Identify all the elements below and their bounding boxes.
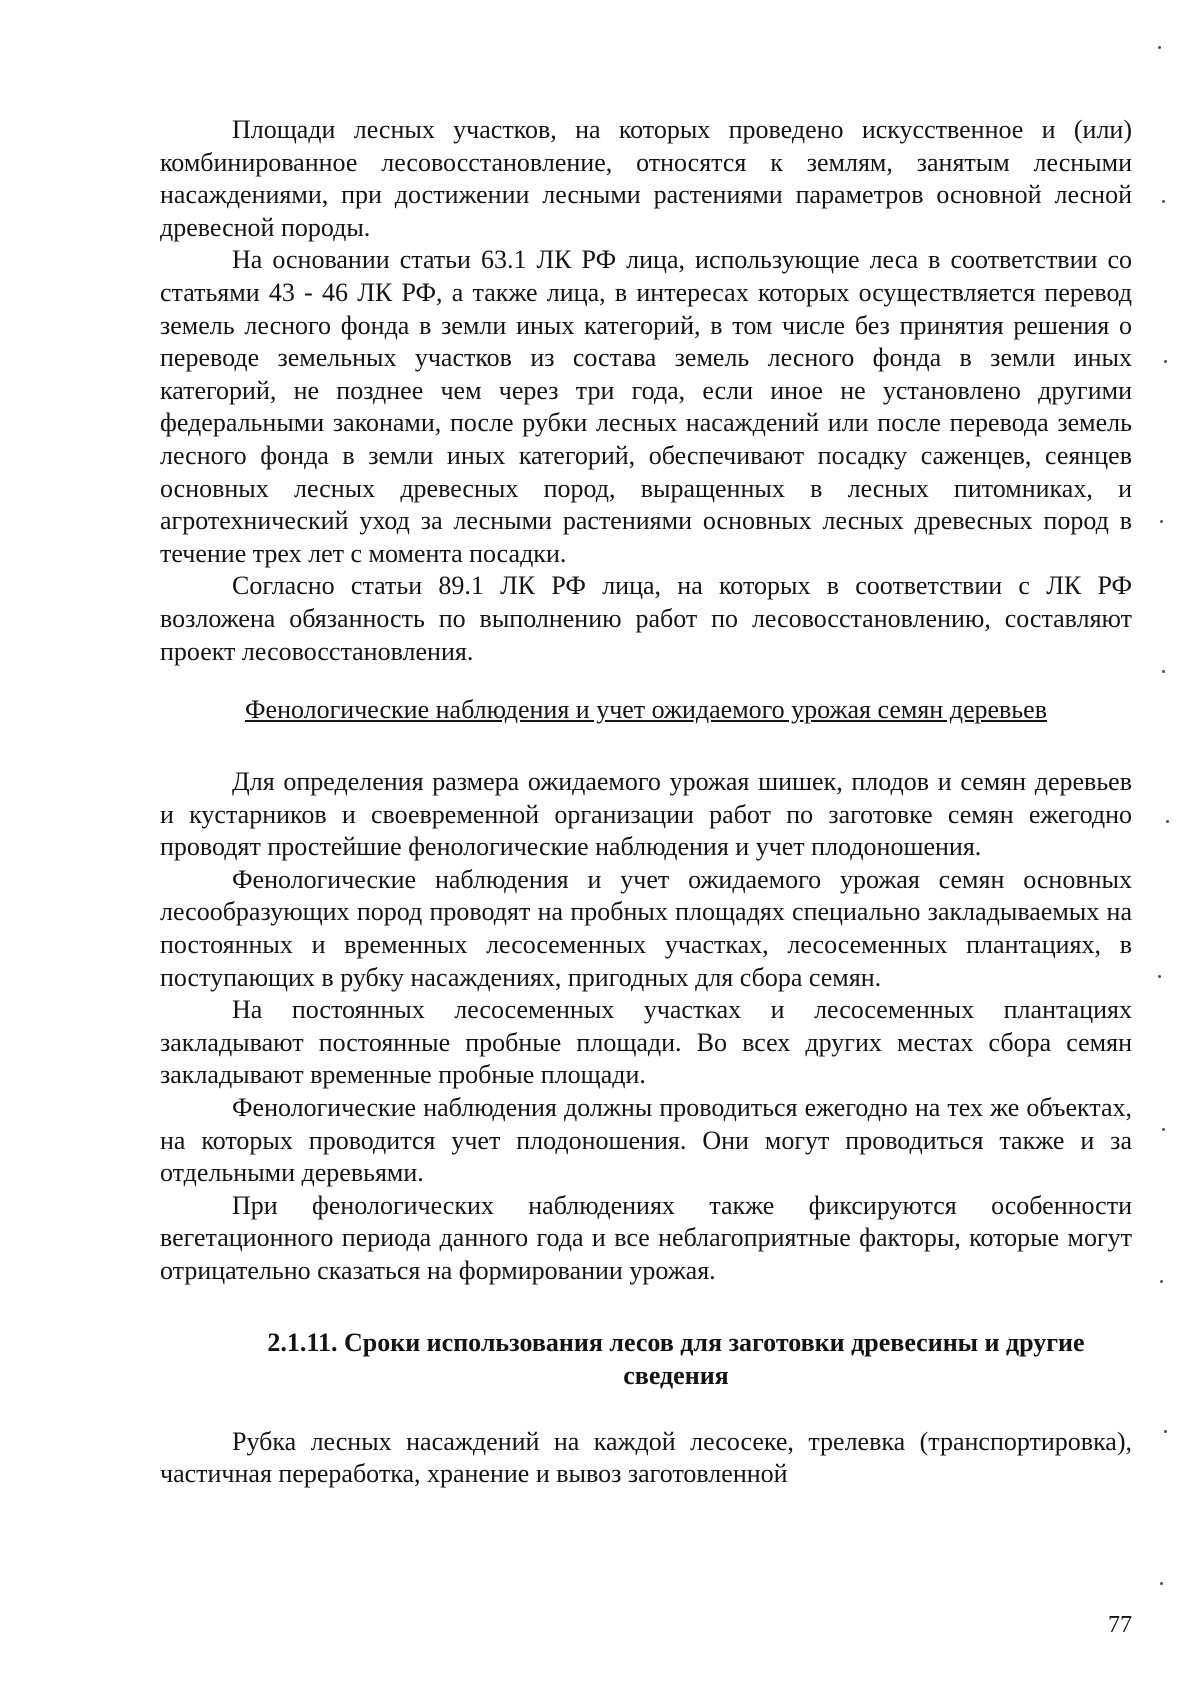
scan-speck — [1162, 670, 1165, 673]
scan-speck — [1160, 1582, 1163, 1585]
paragraph: Площади лесных участков, на которых проведено искусственное и (или) комбинированное лесовосстановление, относятся к землям, занятым лесными насаждениями, при достижении лесными растениями параметров основной лесной древесной породы. — [160, 115, 1132, 242]
section-heading: 2.1.11. Сроки использования лесов для заготовки древесины и другие сведения — [267, 1327, 1085, 1390]
scan-speck — [1158, 46, 1161, 49]
scan-speck — [1160, 520, 1163, 523]
paragraph: Рубка лесных насаждений на каждой лесосеке, трелевка (транспортировка), частичная переработка, хранение и вывоз заготовленной — [160, 1426, 1132, 1489]
scan-speck — [1162, 200, 1165, 203]
paragraph: На постоянных лесосеменных участках и лесосеменных плантациях закладывают постоянные пробные площади. Во всех других местах сбора семян закладывают временные пробные площади. — [160, 995, 1132, 1090]
scan-speck — [1160, 1280, 1163, 1283]
paragraph: Для определения размера ожидаемого урожая шишек, плодов и семян деревьев и кустарников и своевременной организации работ по заготовке семян ежегодно проводят простейшие фенологические наблюдения и учет плодоношения. — [160, 767, 1132, 862]
paragraph: Согласно статьи 89.1 ЛК РФ лица, на которых в соответствии с ЛК РФ возложена обязанность по выполнению работ по лесовосстановлению, составляют проект лесовосстановления. — [160, 571, 1132, 666]
paragraph: При фенологических наблюдениях также фиксируются особенности вегетационного периода данного года и все неблагоприятные факторы, которые могут отрицательно сказаться на формировании урожая. — [160, 1190, 1132, 1285]
scan-speck — [1164, 1430, 1167, 1433]
scan-speck — [1162, 1128, 1165, 1131]
subsection-heading: Фенологические наблюдения и учет ожидаемого урожая семян деревьев — [245, 695, 1047, 725]
paragraph: На основании статьи 63.1 ЛК РФ лица, использующие леса в соответствии со статьями 43 - 46 ЛК РФ, а также лица, в интересах которых осуществляется перевод земель лесного фонда в земли иных категорий, в том числе без принятия решения о переводе земельных участков из состава земель лесного фонда в земли иных категорий, не позднее чем через три года, если иное не установлено другими федеральными законами, после рубки лесных насаждений или после перевода земель лесного фонда в земли иных категорий, обеспечивают посадку саженцев, сеянцев основных лесных древесных пород, выращенных в лесных питомниках, и агротехнический уход за лесными растениями основных лесных древесных пород в течение трех лет с момента посадки. — [160, 245, 1132, 568]
page-number: 77 — [1108, 1612, 1132, 1638]
paragraph: Фенологические наблюдения и учет ожидаемого урожая семян основных лесообразующих пород проводят на пробных площадях специально закладываемых на постоянных и временных лесосеменных участках, лесосеменных плантациях, в поступающих в рубку насаждениях, пригодных для сбора семян. — [160, 864, 1132, 992]
page-content — [160, 114, 1132, 1491]
paragraph: Фенологические наблюдения должны проводиться ежегодно на тех же объектах, на которых проводится учет плодоношения. Они могут проводиться также и за отдельными деревьями. — [160, 1093, 1132, 1188]
scan-speck — [1158, 975, 1161, 978]
scan-speck — [1166, 820, 1169, 823]
scan-speck — [1164, 360, 1167, 363]
